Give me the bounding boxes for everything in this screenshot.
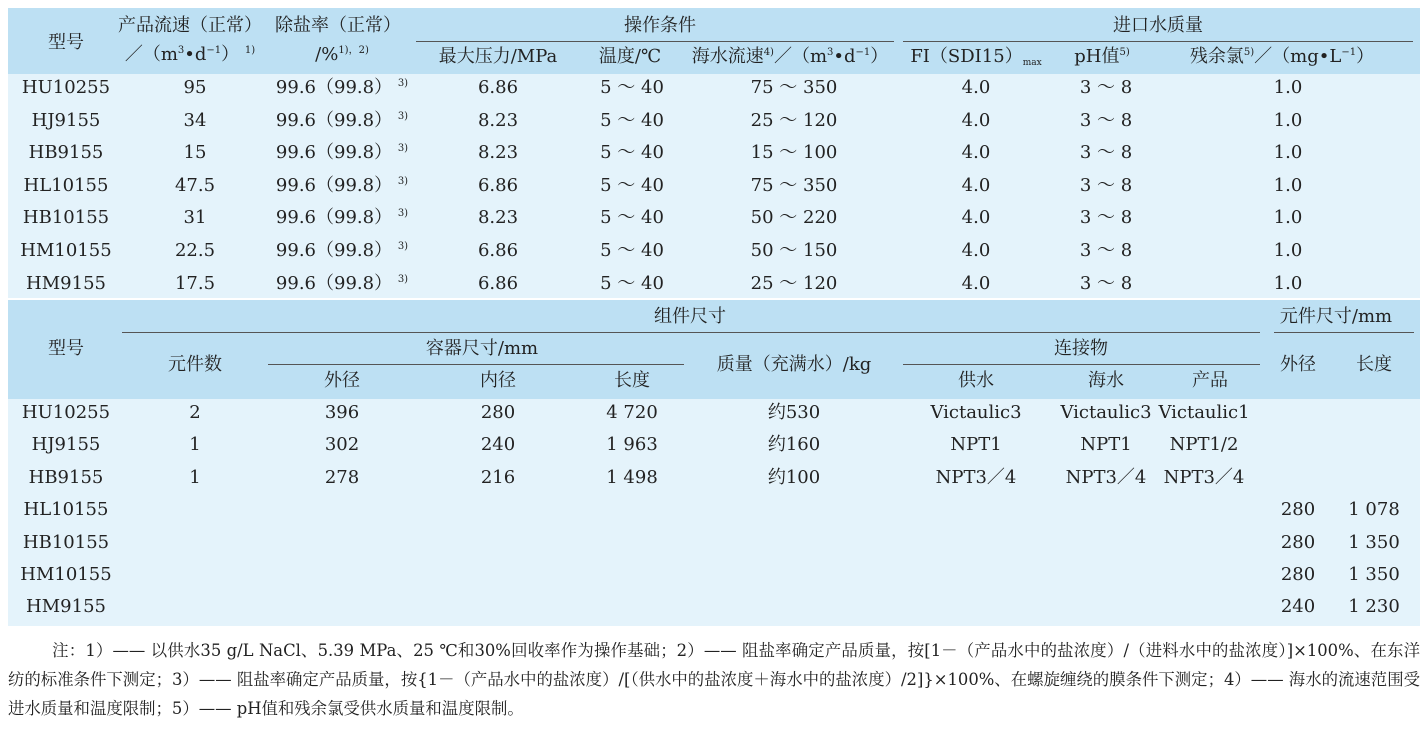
table-row bbox=[8, 596, 1420, 620]
cell-seawater-flow: 50 ～ 150 bbox=[750, 240, 838, 261]
cell-seawater-flow: 25 ～ 120 bbox=[750, 272, 838, 294]
cell-model: HU10255 bbox=[21, 77, 111, 98]
table1-body bbox=[8, 74, 1420, 298]
cell-product-connection: Victaulic1 bbox=[1158, 402, 1250, 423]
cell-model: HB9155 bbox=[28, 466, 104, 488]
cell-model: HM9155 bbox=[26, 272, 106, 294]
col-seawater-flow-header: 海水流速$^{4)}/(m^3•d^{-1})$ bbox=[691, 46, 889, 67]
cell-model: HM9155 bbox=[26, 596, 106, 618]
table-performance bbox=[8, 8, 1420, 298]
col-fi-header: $FI(SDI15)_{max}$ bbox=[910, 46, 1042, 68]
cell-model: HJ9155 bbox=[31, 109, 101, 131]
cell-flow: 95 bbox=[183, 77, 207, 98]
table-row bbox=[8, 142, 1420, 166]
cell-rejection: 99.6（99.8） $^{3)}$ bbox=[275, 272, 409, 294]
cell-max-pressure: 8.23 bbox=[477, 109, 519, 131]
cell-max-pressure: 8.23 bbox=[477, 207, 519, 229]
cell-vessel-inner-diameter: 240 bbox=[480, 434, 516, 456]
cell-element-length: 1 078 bbox=[1348, 499, 1400, 521]
cell-temperature: 5 ～ 40 bbox=[600, 109, 664, 131]
group-module-size: 组件尺寸 bbox=[654, 306, 726, 327]
cell-seawater-flow: 50 ～ 220 bbox=[750, 207, 838, 229]
cell-mass: 约530 bbox=[767, 402, 821, 423]
cell-temperature: 5 ～ 40 bbox=[600, 207, 664, 229]
cell-ph: 3 ～ 8 bbox=[1079, 77, 1133, 98]
divider bbox=[903, 364, 1260, 365]
cell-rejection: 99.6（99.8） $^{3)}$ bbox=[275, 240, 409, 261]
cell-model: HB9155 bbox=[28, 142, 104, 164]
cell-product-connection: NPT1/2 bbox=[1169, 434, 1239, 456]
cell-model: HL10155 bbox=[23, 499, 109, 521]
divider bbox=[416, 41, 894, 42]
cell-model: HM10155 bbox=[20, 240, 112, 261]
cell-element-count: 1 bbox=[189, 434, 201, 456]
table-dimensions bbox=[8, 300, 1420, 626]
col-flow-header-line1: 产品流速（正常） bbox=[118, 15, 262, 36]
cell-vessel-inner-diameter: 216 bbox=[480, 466, 516, 488]
table-row bbox=[8, 499, 1420, 523]
cell-vessel-inner-diameter: 280 bbox=[480, 402, 516, 423]
col-rejection-header-line1: 除盐率（正常） bbox=[275, 15, 401, 36]
footnote bbox=[8, 636, 1420, 723]
table-row bbox=[8, 240, 1420, 264]
cell-seawater-flow: 15 ～ 100 bbox=[750, 142, 838, 164]
col-rejection-header-line2: /%$^{1),2)}$ bbox=[315, 44, 369, 65]
cell-rejection: 99.6（99.8） $^{3)}$ bbox=[275, 142, 409, 164]
cell-temperature: 5 ～ 40 bbox=[600, 142, 664, 164]
cell-fi: 4.0 bbox=[961, 207, 991, 229]
cell-seawater-connection: NPT1 bbox=[1080, 434, 1132, 456]
cell-model: HU10255 bbox=[21, 402, 111, 423]
col-max-pressure-header: 最大压力/MPa bbox=[438, 46, 558, 67]
cell-rejection: 99.6（99.8） $^{3)}$ bbox=[275, 109, 409, 131]
cell-vessel-length: 1 963 bbox=[606, 434, 658, 456]
cell-element-outer-diameter: 280 bbox=[1280, 531, 1316, 553]
col-length-header: 长度 bbox=[614, 370, 650, 391]
cell-element-length: 1 230 bbox=[1348, 596, 1400, 618]
cell-residual-chlorine: 1.0 bbox=[1273, 207, 1303, 229]
cell-vessel-outer-diameter: 278 bbox=[324, 466, 360, 488]
col-ph-header: pH值$^{5)}$ bbox=[1074, 46, 1130, 67]
col-element-count-header: 元件数 bbox=[168, 354, 222, 375]
cell-fi: 4.0 bbox=[961, 77, 991, 98]
cell-feed-connection: NPT1 bbox=[950, 434, 1002, 456]
cell-model: HB10155 bbox=[22, 531, 110, 553]
col-inner-diameter-header: 内径 bbox=[480, 370, 516, 391]
cell-model: HM10155 bbox=[20, 564, 112, 585]
cell-max-pressure: 6.86 bbox=[477, 272, 519, 294]
footnote-text: 注：1）—— 以供水35 g/L NaCl、5.39 MPa、25 ℃和30%回收率作为操作基础；2）—— 阻盐率确定产品质量，按[1－（产品水中的盐浓度）/（进料水中的盐浓度）]×100%、在东洋纺的标准条件下测定；3）—— 阻盐率确定产品质量，按{1－（产品水中的盐浓度）/[（供水中的盐浓度＋海水中的盐浓度）/2]}×100%、在螺旋缠绕的膜条件下测定；4）—— 海水的流速范围受进水质量和温度限制；5）—— pH值和残余氯受供水质量和温度限制。 bbox=[8, 641, 1420, 718]
cell-flow: 22.5 bbox=[174, 240, 216, 261]
cell-residual-chlorine: 1.0 bbox=[1273, 142, 1303, 164]
cell-model: HJ9155 bbox=[31, 434, 101, 456]
cell-seawater-flow: 75 ～ 350 bbox=[750, 77, 838, 98]
col-model-header: 型号 bbox=[48, 32, 84, 53]
cell-temperature: 5 ～ 40 bbox=[600, 77, 664, 98]
cell-element-count: 1 bbox=[189, 466, 201, 488]
table-row bbox=[8, 77, 1420, 101]
cell-flow: 47.5 bbox=[174, 174, 216, 196]
group-vessel-size: 容器尺寸/mm bbox=[425, 338, 539, 359]
col-feed-header: 供水 bbox=[958, 370, 994, 391]
table-row bbox=[8, 207, 1420, 231]
group-element-size: 元件尺寸/mm bbox=[1279, 306, 1393, 327]
cell-residual-chlorine: 1.0 bbox=[1273, 174, 1303, 196]
cell-element-outer-diameter: 280 bbox=[1280, 499, 1316, 521]
cell-rejection: 99.6（99.8） $^{3)}$ bbox=[275, 77, 409, 98]
cell-model: HL10155 bbox=[23, 174, 109, 196]
cell-seawater-flow: 25 ～ 120 bbox=[750, 109, 838, 131]
table2-body bbox=[8, 399, 1420, 626]
cell-temperature: 5 ～ 40 bbox=[600, 240, 664, 261]
col-temperature-header: 温度/℃ bbox=[598, 46, 662, 67]
cell-mass: 约100 bbox=[767, 466, 821, 488]
cell-fi: 4.0 bbox=[961, 142, 991, 164]
col-model-header: 型号 bbox=[48, 338, 84, 359]
divider bbox=[903, 41, 1413, 42]
cell-seawater-flow: 75 ～ 350 bbox=[750, 174, 838, 196]
cell-flow: 31 bbox=[183, 207, 207, 229]
table1-header bbox=[8, 8, 1420, 74]
col-residual-chlorine-header: 残余氯$^{5)}/(mg•L^{-1})$ bbox=[1189, 46, 1375, 67]
cell-ph: 3 ～ 8 bbox=[1079, 240, 1133, 261]
cell-ph: 3 ～ 8 bbox=[1079, 174, 1133, 196]
cell-element-outer-diameter: 280 bbox=[1280, 564, 1316, 585]
cell-seawater-connection: Victaulic3 bbox=[1060, 402, 1152, 423]
divider bbox=[268, 364, 684, 365]
group-operating-conditions: 操作条件 bbox=[624, 15, 696, 36]
cell-element-length: 1 350 bbox=[1348, 531, 1400, 553]
cell-vessel-length: 4 720 bbox=[606, 402, 658, 423]
cell-fi: 4.0 bbox=[961, 174, 991, 196]
cell-mass: 约160 bbox=[767, 434, 821, 456]
cell-product-connection: NPT3／4 bbox=[1163, 466, 1245, 488]
table-row bbox=[8, 434, 1420, 458]
cell-temperature: 5 ～ 40 bbox=[600, 174, 664, 196]
table2-header bbox=[8, 300, 1420, 399]
table-row bbox=[8, 532, 1420, 556]
cell-ph: 3 ～ 8 bbox=[1079, 207, 1133, 229]
cell-element-length: 1 350 bbox=[1348, 564, 1400, 585]
cell-element-outer-diameter: 240 bbox=[1280, 596, 1316, 618]
cell-flow: 17.5 bbox=[174, 272, 216, 294]
cell-fi: 4.0 bbox=[961, 272, 991, 294]
cell-feed-connection: Victaulic3 bbox=[930, 402, 1022, 423]
table-row bbox=[8, 273, 1420, 297]
table-row bbox=[8, 564, 1420, 588]
table-row bbox=[8, 110, 1420, 134]
col-element-outer-header: 外径 bbox=[1280, 354, 1316, 375]
col-outer-diameter-header: 外径 bbox=[324, 370, 360, 391]
group-connections: 连接物 bbox=[1054, 338, 1108, 359]
cell-flow: 34 bbox=[183, 109, 207, 131]
table-row bbox=[8, 402, 1420, 426]
cell-residual-chlorine: 1.0 bbox=[1273, 240, 1303, 261]
cell-rejection: 99.6（99.8） $^{3)}$ bbox=[275, 207, 409, 229]
cell-seawater-connection: NPT3／4 bbox=[1065, 466, 1147, 488]
cell-max-pressure: 8.23 bbox=[477, 142, 519, 164]
cell-fi: 4.0 bbox=[961, 240, 991, 261]
cell-max-pressure: 6.86 bbox=[477, 240, 519, 261]
cell-rejection: 99.6（99.8） $^{3)}$ bbox=[275, 174, 409, 196]
divider bbox=[122, 332, 1260, 333]
col-seawater-header: 海水 bbox=[1088, 370, 1124, 391]
cell-max-pressure: 6.86 bbox=[477, 77, 519, 98]
cell-residual-chlorine: 1.0 bbox=[1273, 77, 1303, 98]
cell-model: HB10155 bbox=[22, 207, 110, 229]
cell-residual-chlorine: 1.0 bbox=[1273, 109, 1303, 131]
group-inlet-water-quality: 进口水质量 bbox=[1113, 15, 1203, 36]
col-element-length-header: 长度 bbox=[1356, 354, 1392, 375]
cell-flow: 15 bbox=[183, 142, 207, 164]
cell-residual-chlorine: 1.0 bbox=[1273, 272, 1303, 294]
table-row bbox=[8, 175, 1420, 199]
cell-vessel-outer-diameter: 302 bbox=[324, 434, 360, 456]
cell-ph: 3 ～ 8 bbox=[1079, 142, 1133, 164]
cell-vessel-length: 1 498 bbox=[606, 466, 658, 488]
cell-max-pressure: 6.86 bbox=[477, 174, 519, 196]
cell-feed-connection: NPT3／4 bbox=[935, 466, 1017, 488]
col-product-header: 产品 bbox=[1192, 370, 1228, 391]
cell-ph: 3 ～ 8 bbox=[1079, 272, 1133, 294]
divider bbox=[1274, 332, 1414, 333]
cell-element-count: 2 bbox=[189, 402, 201, 423]
cell-ph: 3 ～ 8 bbox=[1079, 109, 1133, 131]
cell-temperature: 5 ～ 40 bbox=[600, 272, 664, 294]
col-mass-header: 质量（充满水）/kg bbox=[716, 354, 872, 375]
table-row bbox=[8, 467, 1420, 491]
col-flow-header-line2: $/(m^3•d^{-1})$ $^{1)}$ bbox=[124, 44, 256, 65]
cell-vessel-outer-diameter: 396 bbox=[324, 402, 360, 423]
cell-fi: 4.0 bbox=[961, 109, 991, 131]
